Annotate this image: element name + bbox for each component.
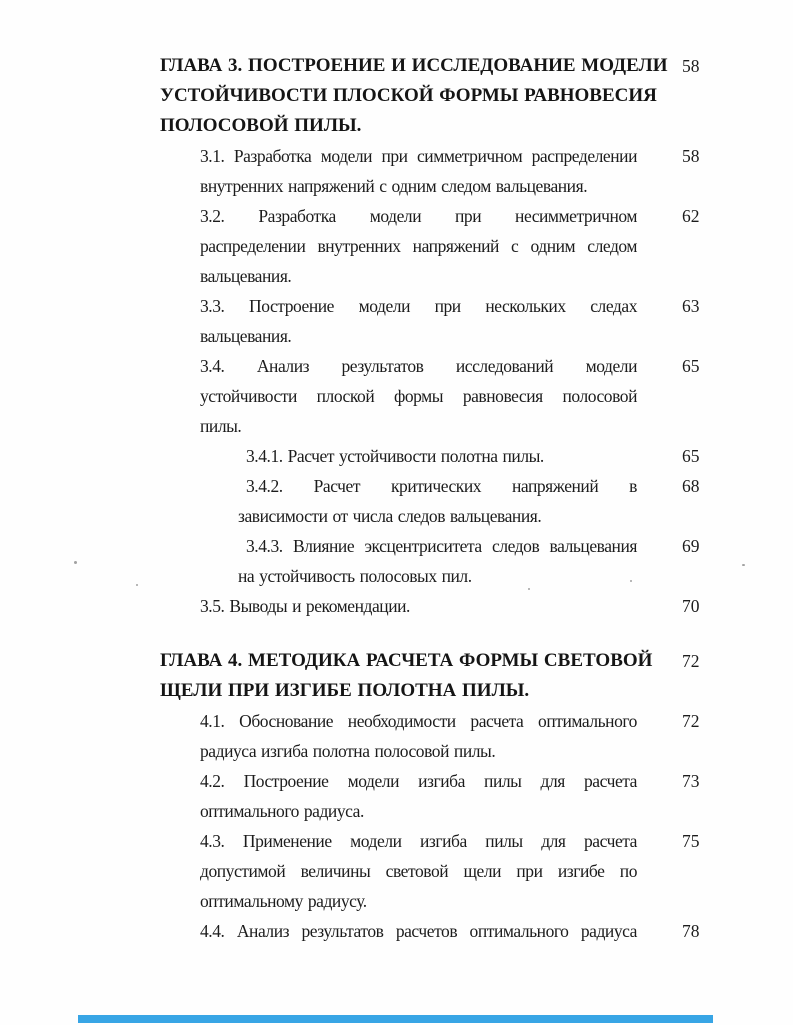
- toc-line: оптимальному радиусу.: [200, 891, 367, 911]
- page-number: 65: [682, 356, 700, 376]
- scan-speck: [136, 584, 138, 586]
- toc-line: 3.2. Разработка модели при несимметричном: [200, 206, 637, 226]
- toc-line: ГЛАВА 3. ПОСТРОЕНИЕ И ИССЛЕДОВАНИЕ МОДЕЛИ: [160, 55, 668, 76]
- page-number: 75: [682, 831, 700, 851]
- page-number: 65: [682, 446, 700, 466]
- toc-entry: [160, 351, 740, 441]
- toc-line: внутренних напряжений с одним следом вальцевания.: [200, 176, 588, 196]
- toc-entry: [160, 441, 740, 471]
- toc-entry: [160, 766, 740, 826]
- toc-line: 3.4.1. Расчет устойчивости полотна пилы.: [246, 446, 544, 466]
- toc-entry: [160, 141, 740, 201]
- scan-speck: [74, 561, 77, 564]
- page-number: 70: [682, 596, 700, 616]
- toc-line: распределении внутренних напряжений с одним следом: [200, 236, 637, 256]
- page-number: 62: [682, 206, 700, 226]
- scan-speck: [630, 580, 632, 582]
- toc-line: 3.4.3. Влияние эксцентриситета следов вальцевания: [246, 536, 637, 556]
- page-number: 68: [682, 476, 700, 496]
- toc-line: вальцевания.: [200, 266, 292, 286]
- page-number: 72: [682, 651, 700, 671]
- toc-entry: [160, 51, 740, 141]
- toc-line: ПОЛОСОВОЙ ПИЛЫ.: [160, 115, 362, 136]
- toc-line: допустимой величины световой щели при изгибе по: [200, 861, 637, 881]
- toc-line: 3.4.2. Расчет критических напряжений в: [246, 476, 637, 496]
- toc-entry: [160, 646, 740, 706]
- toc-line: 4.2. Построение модели изгиба пилы для расчета: [200, 771, 637, 791]
- toc-line: 4.1. Обоснование необходимости расчета оптимального: [200, 711, 637, 731]
- toc-line: зависимости от числа следов вальцевания.: [238, 506, 542, 526]
- toc-line: 3.4. Анализ результатов исследований модели: [200, 356, 637, 376]
- toc-line: радиуса изгиба полотна полосовой пилы.: [200, 741, 496, 761]
- toc-line: ЩЕЛИ ПРИ ИЗГИБЕ ПОЛОТНА ПИЛЫ.: [160, 680, 530, 701]
- toc-entry: [160, 291, 740, 351]
- table-of-contents: [160, 51, 740, 946]
- toc-line: оптимального радиуса.: [200, 801, 364, 821]
- page-number: 78: [682, 921, 700, 941]
- toc-line: 3.3. Построение модели при нескольких следах: [200, 296, 637, 316]
- page-number: 58: [682, 56, 700, 76]
- toc-entry: [160, 591, 740, 621]
- toc-line: вальцевания.: [200, 326, 292, 346]
- toc-line: 4.4. Анализ результатов расчетов оптимального радиуса: [200, 921, 637, 941]
- toc-line: на устойчивость полосовых пил.: [238, 566, 472, 586]
- toc-line: 3.5. Выводы и рекомендации.: [200, 596, 410, 616]
- toc-entry: [160, 531, 740, 591]
- page-number: 63: [682, 296, 700, 316]
- toc-line: пилы.: [200, 416, 242, 436]
- bottom-blue-strip: [78, 1015, 713, 1023]
- toc-entry: [160, 706, 740, 766]
- toc-line: УСТОЙЧИВОСТИ ПЛОСКОЙ ФОРМЫ РАВНОВЕСИЯ: [160, 85, 657, 106]
- toc-line: 4.3. Применение модели изгиба пилы для расчета: [200, 831, 637, 851]
- toc-entry: [160, 471, 740, 531]
- toc-line: ГЛАВА 4. МЕТОДИКА РАСЧЕТА ФОРМЫ СВЕТОВОЙ: [160, 650, 653, 671]
- toc-entry: [160, 826, 740, 916]
- page-number: 72: [682, 711, 700, 731]
- toc-entry: [160, 201, 740, 291]
- scan-speck: [528, 588, 530, 590]
- page-number: 73: [682, 771, 700, 791]
- scan-speck: [742, 564, 745, 566]
- toc-line: 3.1. Разработка модели при симметричном распределении: [200, 146, 637, 166]
- page-number: 58: [682, 146, 700, 166]
- toc-entry: [160, 916, 740, 946]
- page-number: 69: [682, 536, 700, 556]
- toc-line: устойчивости плоской формы равновесия полосовой: [200, 386, 637, 406]
